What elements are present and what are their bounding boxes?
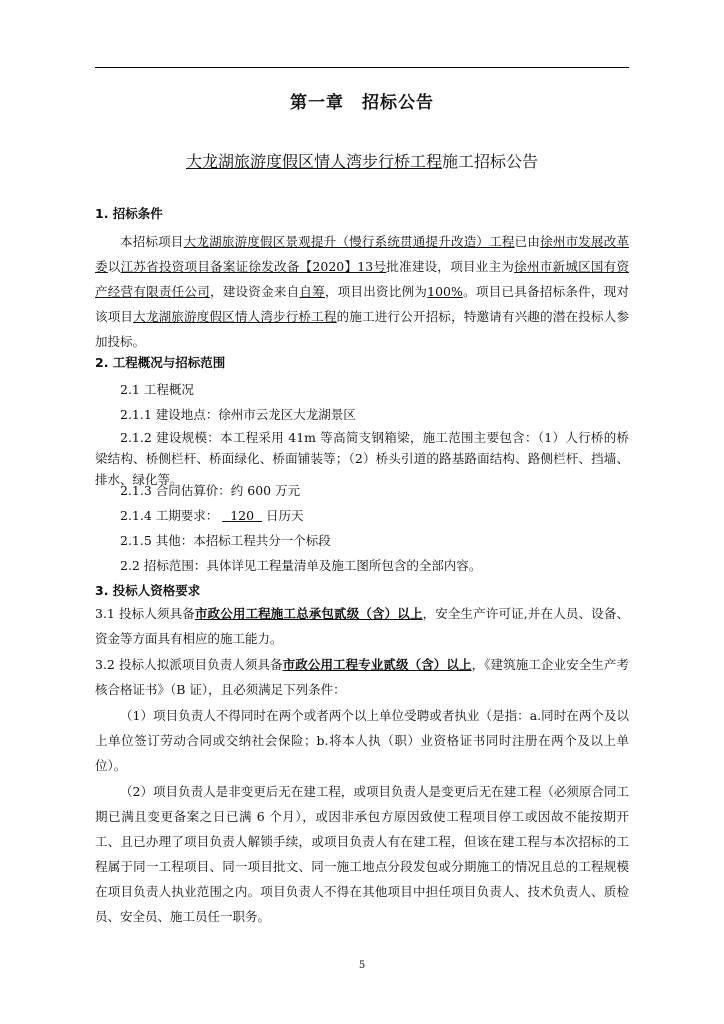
construction-days [222,508,262,523]
section-1-heading: 1. 招标条件 [95,206,163,221]
notice-title [0,149,724,172]
text: 日历天 [266,508,304,523]
page-number: 5 [358,960,366,971]
text: 本招标项目 [120,234,184,249]
item-2-1-5: 2.1.5 其他：本招标工程共分一个标段 [120,533,331,548]
section-3-heading: 3. 投标人资格要求 [95,583,201,598]
item-2-1: 2.1 工程概况 [120,382,194,397]
manager-qualification: 市政公用工程专业贰级（含）以上 [282,657,472,672]
fund-source: 自筹 [299,284,325,299]
project-owner: 徐州市新城区国有资产经营有限责任公司 [95,259,629,299]
text: 的施工进行公开招标，特邀请有兴趣的潜在投标人参加投标。 [95,309,629,349]
approver: 徐州市发展改革委 [95,234,629,274]
text: ，安全生产许可证,并在人员、设备、资金等方面具有相应的施工能力。 [95,606,629,646]
chapter-title: 第一章 招标公告 [290,93,434,113]
condition-2: （2）项目负责人是非变更后无在建工程，或项目负责人是变更后无在建工程（必须原合同工期已满且变更备案之日已满 6 个月），或因非承包方原因致使工程项目停工或因故不能按期开工、且已办理了项目负责人解锁手续，或项目负责人有在建工程，但该在建工程与本次招标的工程属于同一工程项目、同一项目批文、同一施工地点分段发包或分期施工的情况且总的工程规模在项目负责人执业范围之内。项目负责人不得在其他项目中担任项目负责人、技术负责人、质检员、安全员、施工员任一职务。 [95,784,629,924]
header-rule [95,67,629,68]
item-2-1-2: 2.1.2 建设规模：本工程采用 41m 等高简支钢箱梁，施工范围主要包含：（1）人行桥的桥梁结构、桥侧栏杆、桥面绿化、桥面铺装等；（2）桥头引道的路基路面结构、路侧栏杆、挡墙、排水、绿化等。 [95,430,629,487]
text: 以 [107,259,121,274]
approval-document: 江苏省投资项目备案证徐发改备【2020】13号 [120,259,387,274]
text: 3.2 投标人拟派项目负责人须具备 [95,657,283,672]
notice-title-suffix: 施工招标公告 [442,152,539,171]
text: 2.1.4 工期要求： [120,508,219,523]
text: ，项目出资比例为 [324,284,428,299]
item-2-1-4 [120,506,304,524]
text: 。项目已具备招标条件，现对该项目 [95,284,629,324]
condition-1: （1）项目负责人不得同时在两个或者两个以上单位受聘或者执业（是指：a.同时在两个及以上单位签订劳动合同或交纳社会保险；b.将本人执（职）业资格证书同时注册在两个及以上单位）。 [95,708,629,773]
section-2-heading: 2. 工程概况与招标范围 [95,355,226,370]
days-value: 120 [230,508,255,523]
text: ，建设资金来自 [209,284,300,299]
item-3-2 [95,652,629,702]
item-2-1-1: 2.1.1 建设地点：徐州市云龙区大龙湖景区 [120,407,356,422]
section-1-paragraph [95,229,629,354]
item-3-1 [95,601,629,651]
text: 批准建设，项目业主为 [386,259,515,274]
project-name: 大龙湖旅游度假区景观提升（慢行系统贯通提升改造）工程 [183,234,515,249]
text: 3.1 投标人须具备 [95,606,195,621]
text: 已由 [514,234,541,249]
bid-project-name: 大龙湖旅游度假区情人湾步行桥工程 [133,309,337,324]
item-2-2: 2.2 招标范围：具体详见工程量清单及施工图所包含的全部内容。 [120,558,482,573]
text: ，《建筑施工企业安全生产考核合格证书》（B 证），且必须满足下列条件： [95,657,629,697]
notice-title-project: 大龙湖旅游度假区情人湾步行桥工程 [185,152,442,171]
item-2-1-3: 2.1.3 合同估算价：约 600 万元 [120,483,301,498]
funding-ratio: 100% [427,284,463,299]
enterprise-qualification: 市政公用工程施工总承包贰级（含）以上 [194,606,423,621]
